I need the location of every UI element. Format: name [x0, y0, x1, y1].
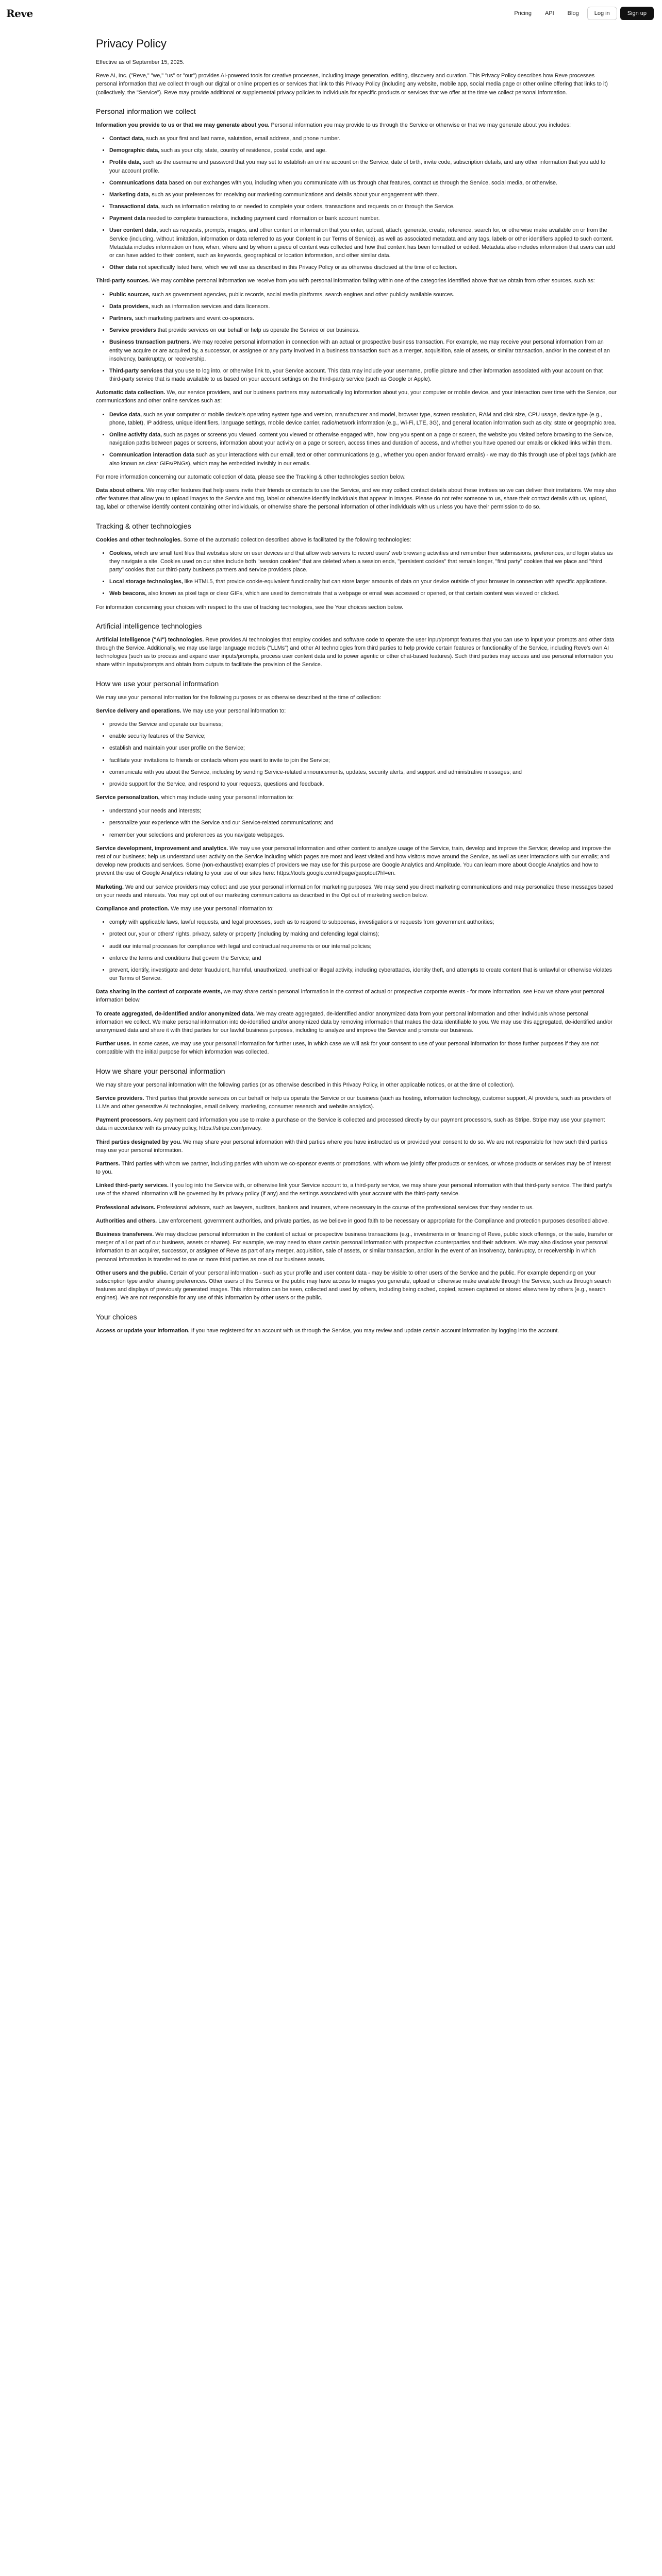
signup-button[interactable]: Sign up — [620, 7, 654, 20]
policy-paragraph — [96, 121, 617, 129]
policy-paragraph — [96, 1040, 617, 1056]
list-item-lead: Device data, — [109, 411, 142, 418]
paragraph-text: We may offer features that help users invite their friends or contacts to use the Service, and we may collect contact details about these invitees so we can deliver their invitations. We may also offer features that allow you to upload images to the Service and tag, label or otherwise identify individuals that appear in images. Please do not refer someone to us, share their contact details with us, upload, tag, label or otherwise identify content containing other individuals, or otherwise share the personal information of other individuals with us unless you have their permission to do so. — [96, 487, 616, 511]
list-item — [109, 191, 617, 199]
login-button[interactable]: Log in — [587, 7, 617, 20]
list-item-lead: Contact data, — [109, 135, 145, 142]
list-item — [109, 338, 617, 363]
paragraph-lead: Business transferees. — [96, 1231, 154, 1238]
list-item-text: remember your selections and preferences as you navigate webpages. — [109, 832, 285, 838]
section-heading: How we share your personal information — [96, 1066, 225, 1075]
list-item-lead: Communications data — [109, 179, 168, 186]
paragraph-lead: Data sharing in the context of corporate events, — [96, 989, 222, 995]
policy-paragraph — [96, 883, 617, 900]
list-item-lead: Business transaction partners. — [109, 339, 191, 346]
policy-paragraph — [96, 1327, 617, 1335]
list-item-text: such as your first and last name, salutation, email address, and phone number. — [146, 135, 341, 142]
policy-section — [96, 1312, 617, 1335]
list-item-lead: Third-party services — [109, 367, 163, 374]
list-item-lead: Data providers, — [109, 303, 150, 310]
paragraph-text: If you log into the Service with, or otherwise link your Service account to, a third-party service, we may share your personal information with that third-party service. The third party's use of the shared information will be governed by its privacy policy (if any) and the settings associated with your account with the third-party service. — [96, 1182, 613, 1197]
list-item-text: like HTML5, that provide cookie-equivalent functionality but can store larger amounts of data on your device outside of your browser in connection with specific applications. — [184, 579, 607, 585]
paragraph-text: For more information concerning our automatic collection of data, please see the Tracking & other technologies section below. — [96, 473, 406, 480]
list-item-lead: User content data, — [109, 227, 158, 234]
list-item-lead: Partners, — [109, 315, 134, 321]
paragraph-text: We may create aggregated, de-identified and/or anonymized data from your personal information and other individuals whose personal information we collect. We make personal information into de-identified and/or anonymized data by removing information that makes the data identifiable to you. We may use this aggregated, de-identified and/or anonymized data and share it with third parties for our lawful business purposes, including to analyze and improve the Service and promote our business. — [96, 1010, 613, 1033]
intro-paragraph: Reve AI, Inc. ("Reve," "we," "us" or "our") provides AI-powered tools for creative processes, including image generation, editing, discovery and curation. This Privacy Policy describes how Reve processes personal information that we collect through our digital or online properties or services that link to this Privacy Policy (including any website, mobile app, social media page or other online offering that links to it) (collectively, the "Service"). Reve may provide additional or supplemental privacy policies to individuals for specific products or services that we offer at the time we collect personal information. — [96, 73, 608, 96]
list-item — [109, 263, 617, 272]
policy-paragraph — [96, 1116, 617, 1132]
policy-paragraph — [96, 793, 617, 802]
list-item — [109, 918, 617, 926]
list-item-lead: Transactional data, — [109, 204, 160, 210]
policy-paragraph — [96, 1217, 617, 1225]
paragraph-lead: Compliance and protection. — [96, 905, 170, 912]
policy-list — [109, 549, 617, 598]
list-item-lead: Demographic data, — [109, 147, 160, 154]
list-item-text: such as your preferences for receiving our marketing communications and details about your engagement with them. — [152, 191, 439, 198]
list-item-text: such as your city, state, country of residence, postal code, and age. — [161, 147, 327, 154]
paragraph-text: Professional advisors, such as lawyers, auditors, bankers and insurers, where necessary in the course of the professional services that they render to us. — [157, 1204, 534, 1211]
paragraph-lead: Third-party sources. — [96, 278, 150, 284]
paragraph-lead: Further uses. — [96, 1041, 131, 1047]
list-item — [109, 291, 617, 299]
paragraph-lead: Marketing. — [96, 884, 124, 890]
list-item-lead: Communication interaction data — [109, 452, 194, 459]
policy-paragraph — [96, 1204, 617, 1212]
list-item-lead: Other data — [109, 264, 137, 271]
list-item-text: such as your interactions with our email, text or other communications (e.g., whether you open and/or forward emails) - we may do this through use of pixel tags (which are also known as clear GIFs/PNGs), which may be embedded invisibly in our emails. — [109, 452, 617, 467]
paragraph-text: For information concerning your choices with respect to the use of tracking technologies, see the Your choices section below. — [96, 604, 403, 611]
paragraph-lead: Data about others. — [96, 487, 145, 494]
paragraph-lead: Access or update your information. — [96, 1327, 190, 1334]
list-item-text: such as information services and data licensors. — [151, 303, 270, 310]
list-item-text: such as information relating to or needed to complete your orders, transactions and requests on or through the Service. — [161, 204, 455, 210]
list-item — [109, 942, 617, 951]
paragraph-lead: Service personalization, — [96, 794, 160, 801]
paragraph-lead: Other users and the public. — [96, 1269, 168, 1276]
list-item-text: such as the username and password that you may set to establish an online account on the Service, date of birth, invite code, subscription details, and any other information that you add to your account profile. — [109, 159, 606, 174]
list-item — [109, 302, 617, 311]
paragraph-text: We may disclose personal information in the context of actual or prospective business transactions (e.g., investments in or financing of Reve, public stock offerings, or the sale, transfer or merger of all or part of our business, assets or shares). For example, we may need to share certain personal information with prospective counterparties and their advisers. We may also disclose your personal information to an acquirer, successor, or assignee of Reve as part of any merger, acquisition, sale of assets, or similar transaction, and/or in the event of an insolvency, bankruptcy, or receivership in which personal information is transferred to one or more third parties as one of our business assets. — [96, 1231, 614, 1263]
policy-paragraph — [96, 844, 617, 878]
list-item-text: provide support for the Service, and respond to your requests, questions and feedback. — [109, 781, 324, 787]
list-item-text: such as government agencies, public records, social media platforms, search engines and other publicly available sources. — [152, 291, 455, 298]
paragraph-lead: Service delivery and operations. — [96, 707, 181, 714]
list-item-lead: Online activity data, — [109, 432, 162, 438]
policy-sections — [96, 106, 617, 1335]
paragraph-text: We may use your personal information and other content to analyze usage of the Service, train, develop and improve the Service; develop and improve the rest of our business; help us understand user activity on the Service including which pages are most and least visited and how visitors move around the Service, as well as user interactions with our emails; and develop new products and services. Some (non-exhaustive) examples of providers we may use for this purpose are Google Analytics and Amplitude. You can learn more about Google Analytics and how to prevent the use of Google Analytics relating to your use of our sites here: https://tools.google.com/dlpage/gaoptout?hl=en. — [96, 845, 611, 877]
list-item — [109, 202, 617, 211]
paragraph-text: We, our service providers, and our business partners may automatically log information about you, your computer or mobile device, and your interaction over time with the Service, our communications and other online services such as: — [96, 389, 617, 404]
paragraph-text: Any payment card information you use to make a purchase on the Service is collected and processed directly by our payment processors, such as Stripe. Stripe may use your payment data in accordance with its privacy policy, https://stripe.com/privacy. — [96, 1117, 605, 1132]
list-item-lead: Profile data, — [109, 159, 141, 166]
list-item — [109, 146, 617, 155]
policy-section — [96, 106, 617, 512]
nav-link-pricing[interactable]: Pricing — [514, 10, 532, 16]
paragraph-lead: Information you provide to us or that we may generate about you. — [96, 122, 270, 128]
policy-section — [96, 1066, 617, 1302]
paragraph-text: Personal information you may provide to us through the Service or otherwise or that we may generate about you includes: — [271, 122, 571, 128]
section-heading: Tracking & other technologies — [96, 521, 191, 530]
paragraph-lead: Cookies and other technologies. — [96, 536, 182, 543]
list-item-lead: Web beacons, — [109, 590, 147, 597]
policy-list — [109, 291, 617, 384]
list-item-text: not specifically listed here, which we will use as described in this Privacy Policy or as otherwise disclosed at the time of collection. — [139, 264, 458, 271]
paragraph-text: If you have registered for an account with us through the Service, you may review and update certain account information by logging into the account. — [191, 1327, 559, 1334]
paragraph-text: which may include using your personal information to: — [161, 794, 294, 801]
list-item — [109, 930, 617, 938]
list-item — [109, 732, 617, 740]
list-item-text: needed to complete transactions, including payment card information or bank account number. — [147, 215, 380, 222]
policy-list — [109, 411, 617, 468]
paragraph-lead: Authorities and others. — [96, 1217, 157, 1224]
policy-paragraph — [96, 603, 617, 612]
reve-logo[interactable]: Reve — [6, 7, 33, 20]
policy-paragraph — [96, 486, 617, 512]
list-item — [109, 214, 617, 223]
policy-list — [109, 134, 617, 272]
list-item-text: which are small text files that websites store on user devices and that allow web servers to record users' web browsing activities and remember their submissions, preferences, and login status as they navigate a site. Cookies used on our sites include both "session cookies" that are deleted when a session ends, "persistent cookies" that remain longer, "first party" cookies that we place and "third party" cookies that our third-party business partners and service providers place. — [109, 550, 613, 573]
paragraph-lead: Third parties designated by you. — [96, 1139, 182, 1145]
list-item-text: audit our internal processes for compliance with legal and contractual requirements or our internal policies; — [109, 943, 372, 950]
list-item — [109, 831, 617, 839]
paragraph-text: Law enforcement, government authorities, and private parties, as we believe in good faith to be necessary or appropriate for the Compliance and protection purposes described above. — [158, 1217, 609, 1224]
list-item — [109, 966, 617, 982]
list-item — [109, 578, 617, 586]
policy-list — [109, 918, 617, 982]
policy-list — [109, 807, 617, 839]
policy-paragraph — [96, 473, 617, 481]
list-item-text: protect our, your or others' rights, privacy, safety or property (including by making and defending legal claims); — [109, 931, 379, 938]
list-item — [109, 549, 617, 574]
paragraph-text: We may share your personal information with the following parties (or as otherwise described in this Privacy Policy, in other applicable notices, or at the time of collection). — [96, 1081, 515, 1088]
list-item-text: personalize your experience with the Service and our Service-related communications; and — [109, 820, 334, 826]
paragraph-text: Third parties that provide services on our behalf or help us operate the Service or our business (such as hosting, information technology, customer support, AI providers, such as providers of LLMs and other generative AI technologies, email delivery, marketing, consumer research and website analytics). — [96, 1095, 611, 1110]
policy-paragraph — [96, 1230, 617, 1264]
list-item-lead: Public sources, — [109, 291, 151, 298]
list-item-text: such as pages or screens you viewed, content you viewed or otherwise engaged with, how long you spent on a page or screen, the website you visited before browsing to the Service, navigation paths between pages or screens, information about your activity on a page or screen, access times and duration of access, and whether you have opened our emails or clicked links within them. — [109, 432, 614, 447]
list-item — [109, 134, 617, 143]
policy-paragraph — [96, 707, 617, 715]
list-item-text: such as your computer or mobile device's operating system type and version, manufacturer and model, browser type, screen resolution, RAM and disk size, CPU usage, device type (e.g., phone, tablet), IP address, unique identifiers, language settings, mobile device carrier, radio/network information (e.g., Wi-Fi, LTE, 3G), and general location information such as city, state or geographic area. — [109, 411, 617, 426]
policy-paragraph — [96, 277, 617, 285]
nav-links — [509, 7, 654, 20]
list-item-text: communicate with you about the Service, including by sending Service-related announcements, updates, security alerts, and support and administrative messages; and — [109, 769, 522, 775]
list-item — [109, 314, 617, 323]
list-item-text: prevent, identify, investigate and deter fraudulent, harmful, unauthorized, unethical or illegal activity, including cyberattacks, identity theft, and attempts to create content that is unlawful or otherwise violates our Terms of Service. — [109, 967, 612, 982]
list-item — [109, 819, 617, 827]
paragraph-text: We may combine personal information we receive from you with personal information falling within one of the categories identified above that we obtain from other sources, such as: — [151, 278, 595, 284]
paragraph-lead: Partners. — [96, 1160, 120, 1167]
paragraph-text: Reve provides AI technologies that employ cookies and software code to operate the user input/prompt features that you can use to input your prompts and other data through the Service. Additionally, we may use large language models ("LLMs") and other AI technologies from third parties to help provide certain features or functionality of the Service, including Reve's own AI technologies (such as to process and expand user inputs/prompts, process user content data and to power agentic or other chat-based features). Such third parties may access and use personal information you share within inputs/prompts and obtain from outputs to facilitate the provision of the Service. — [96, 636, 615, 668]
policy-paragraph — [96, 388, 617, 405]
paragraph-lead: Automatic data collection. — [96, 389, 166, 396]
policy-paragraph — [96, 1010, 617, 1035]
list-item-text: based on our exchanges with you, including when you communicate with us through chat features, contact us through the Service, social media, or otherwise. — [169, 179, 558, 186]
paragraph-lead: Professional advisors. — [96, 1204, 156, 1211]
list-item — [109, 411, 617, 427]
paragraph-text: We may use your personal information to: — [171, 905, 274, 912]
paragraph-text: we may share certain personal information in the context of actual or prospective corporate events - for more information, see How we share your personal information below. — [96, 989, 604, 1004]
list-item-lead: Marketing data, — [109, 191, 151, 198]
list-item — [109, 954, 617, 962]
list-item-text: such marketing partners and event co-sponsors. — [135, 315, 254, 321]
policy-paragraph — [96, 1181, 617, 1198]
nav-link-api[interactable]: API — [544, 10, 554, 16]
paragraph-lead: Linked third-party services. — [96, 1182, 169, 1189]
list-item-text: facilitate your invitations to friends or contacts whom you want to invite to join the Service; — [109, 757, 330, 764]
list-item-text: establish and maintain your user profile on the Service; — [109, 745, 245, 752]
paragraph-text: Some of the automatic collection described above is facilitated by the following technologies: — [183, 536, 411, 543]
list-item-lead: Local storage technologies, — [109, 579, 183, 585]
paragraph-text: We and our service providers may collect and use your personal information for marketing purposes. We may send you direct marketing communications and may personalize these messages based on your needs and interests. You may opt out of our marketing communications as described in the Opt out of marketing section below. — [96, 884, 614, 899]
list-item — [109, 589, 617, 598]
list-item-text: such as requests, prompts, images, and other content or information that you enter, upload, attach, generate, create, reference, search for, or otherwise make available on or from the Service (including, without limitation, information or data referred to as your Content in our Terms of Service), as well as associated metadata and any tags, labels or other identifiers applied to such content. Metadata includes information on how, when, where and by whom a piece of content was collected and how that content has been formatted or edited. Metadata also includes information that users can add or can have added to their content, such as keywords, geographical or location information, and other similar data. — [109, 227, 615, 259]
list-item — [109, 326, 617, 334]
policy-paragraph — [96, 536, 617, 544]
list-item — [109, 451, 617, 467]
section-heading: How we use your personal information — [96, 679, 219, 688]
policy-paragraph — [96, 1081, 617, 1089]
list-item-text: provide the Service and operate our business; — [109, 721, 223, 727]
list-item-text: comply with applicable laws, lawful requests, and legal processes, such as to respond to subpoenas, investigations or requests from government authorities; — [109, 919, 494, 926]
list-item-text: We may receive personal information in connection with an actual or prospective business transaction. For example, we may receive your personal information from an entity we acquire or are acquired by, a successor, or assignee or any party involved in a business transaction such as a merger, acquisition, sale of assets, or similar transaction, and/or in the context of an insolvency, bankruptcy, or receivership. — [109, 339, 610, 362]
list-item-text: understand your needs and interests; — [109, 808, 202, 815]
paragraph-text: Certain of your personal information - such as your profile and user content data - may be visible to other users of the Service and the public. For example depending on your subscription type and/or sharing preferences. Other users of the Service or the public may have access to images you generate, upload or otherwise make available through the Service, such as through search features and displays of previously generated images. This information can be seen, collected and used by others, including being cached, copied, screen captured or stored elsewhere by others (e.g., search engines). We are not responsible for any use of this information by other users or the public. — [96, 1269, 611, 1301]
list-item — [109, 807, 617, 815]
list-item — [109, 720, 617, 728]
policy-paragraph — [96, 1269, 617, 1302]
paragraph-lead: Payment processors. — [96, 1117, 153, 1124]
policy-paragraph — [96, 1094, 617, 1111]
paragraph-lead: To create aggregated, de-identified and/or anonymized data. — [96, 1010, 255, 1017]
paragraph-text: Third parties with whom we partner, including parties with whom we co-sponsor events or promotions, with whom we jointly offer products or services, or whose products or services may be of interest to you. — [96, 1160, 611, 1176]
policy-paragraph — [96, 988, 617, 1004]
list-item-text: also known as pixel tags or clear GIFs, which are used to demonstrate that a webpage or email was accessed or opened, or that certain content was viewed or clicked. — [148, 590, 559, 597]
paragraph-lead: Service providers. — [96, 1095, 144, 1101]
list-item — [109, 179, 617, 187]
effective-date: Effective as of September 15, 2025. — [96, 59, 185, 65]
policy-section — [96, 521, 617, 612]
policy-paragraph — [96, 905, 617, 913]
list-item-lead: Cookies, — [109, 550, 133, 556]
list-item — [109, 756, 617, 765]
list-item — [109, 768, 617, 776]
paragraph-lead: Artificial intelligence ("AI") technologies. — [96, 636, 204, 643]
list-item-text: enable security features of the Service; — [109, 733, 206, 740]
list-item — [109, 431, 617, 447]
list-item-lead: Service providers — [109, 327, 156, 334]
list-item-text: that provide services on our behalf or help us operate the Service or our business. — [157, 327, 360, 334]
section-heading: Artificial intelligence technologies — [96, 621, 202, 630]
policy-paragraph — [96, 1138, 617, 1155]
list-item — [109, 226, 617, 260]
policy-paragraph — [96, 693, 617, 702]
section-heading: Personal information we collect — [96, 107, 196, 115]
paragraph-text: We may use your personal information for the following purposes or as otherwise described at the time of collection: — [96, 694, 382, 701]
nav-link-blog[interactable]: Blog — [567, 10, 579, 16]
paragraph-text: We may share your personal information with third parties where you have instructed us or provided your consent to do so. We are not responsible for how such third parties may use your personal information. — [96, 1139, 608, 1154]
page-title: Privacy Policy — [96, 37, 167, 50]
policy-paragraph — [96, 1160, 617, 1176]
list-item-lead: Payment data — [109, 215, 146, 222]
list-item — [109, 158, 617, 175]
policy-section — [96, 621, 617, 669]
list-item — [109, 744, 617, 752]
list-item-text: that you use to log into, or otherwise link to, your Service account. This data may include your username, profile picture and other information associated with your account on that third-party service that is made available to us based on your account settings on the third-party service (such as Google or Apple). — [109, 367, 603, 383]
policy-section — [96, 679, 617, 1057]
top-navigation — [0, 0, 662, 27]
policy-content — [96, 35, 617, 1335]
policy-list — [109, 720, 617, 788]
section-heading: Your choices — [96, 1312, 137, 1321]
list-item — [109, 780, 617, 788]
list-item-text: enforce the terms and conditions that govern the Service; and — [109, 955, 261, 961]
paragraph-text: In some cases, we may use your personal information for further uses, in which case we will ask for your consent to use of your personal information for those further purposes if they are not compatible with the initial purpose for which information was collected. — [96, 1041, 599, 1056]
list-item — [109, 367, 617, 383]
paragraph-text: We may use your personal information to: — [183, 707, 286, 714]
paragraph-lead: Service development, improvement and analytics. — [96, 845, 228, 852]
policy-paragraph — [96, 636, 617, 669]
